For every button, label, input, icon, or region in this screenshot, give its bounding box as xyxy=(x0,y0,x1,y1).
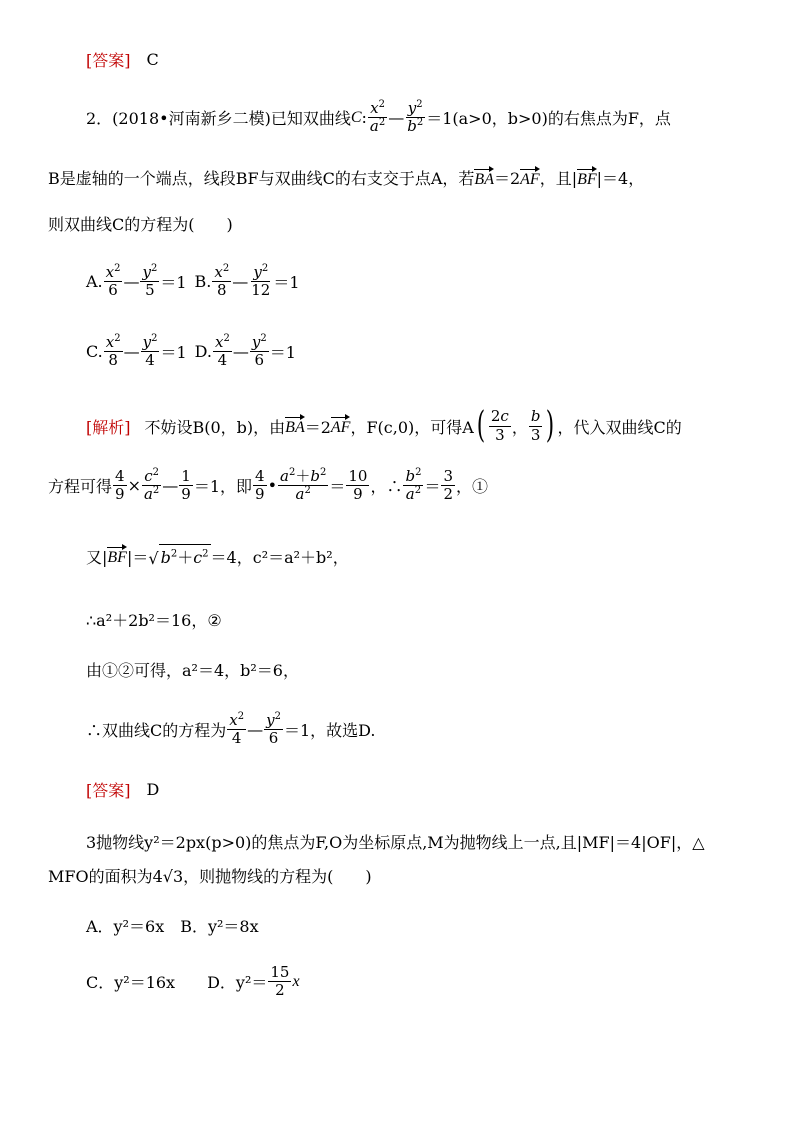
q2-line-3 xyxy=(48,212,233,235)
option-a-label: A. xyxy=(86,272,103,292)
equals-one: ＝1 xyxy=(269,343,296,363)
solution-text: 又| xyxy=(86,547,108,567)
vector-BA: BA xyxy=(474,167,494,189)
fraction: $\frac{4}{9}$ xyxy=(115,467,125,504)
fraction: $\frac{1}{9}$ xyxy=(181,467,191,504)
option-d-label: D. xyxy=(194,342,212,362)
fraction: $\frac{y^2}{5}$ xyxy=(142,263,158,300)
q2-options-ab: A. $\frac{x^2}{6}$ — $\frac{y^2}{5}$ ＝1 B. $\frac{x^2}{8}$ — $\frac{y^2}{12}$ ＝1 xyxy=(86,263,300,300)
solution-text-2: ＝1，即 xyxy=(193,477,253,497)
answer-tag: [答案] xyxy=(86,781,131,800)
answer-1 xyxy=(86,48,159,71)
vector-BF: BF xyxy=(577,167,597,189)
fraction: $\frac{x^2}{8}$ xyxy=(214,263,230,300)
option-b-label: B. xyxy=(194,272,212,292)
fraction: $\frac{y^2}{6}$ xyxy=(251,333,267,370)
vector-BF: BF xyxy=(107,545,127,567)
equals: ＝2 xyxy=(493,169,521,188)
option-c-label: C. xyxy=(86,342,103,362)
curve-name: C xyxy=(350,108,362,126)
fraction: $\frac{b^2}{a^2}$ xyxy=(405,467,422,504)
vector-AF: AF xyxy=(520,167,540,189)
answer-value: D xyxy=(146,780,160,799)
q3-text: 3抛物线y²＝2px(p>0)的焦点为F,O为坐标原点,M为抛物线上一点,且|MF|＝4|OF|，△ xyxy=(86,833,705,852)
solution-text: 方程可得 xyxy=(48,477,113,497)
solution-text-4: ，① xyxy=(456,477,489,497)
solution-tag: [解析] xyxy=(86,417,131,437)
solution-text-3: ＝4，c²＝a²＋b²， xyxy=(210,547,349,567)
solution-text-2: ，F(c,0)，可得A xyxy=(350,417,474,437)
solution-line-4 xyxy=(86,608,222,631)
q3-question: MFO的面积为4√3，则抛物线的方程为( ) xyxy=(48,867,372,886)
q3-options-cd-text: C．y²＝16x D．y²＝ xyxy=(86,973,268,993)
solution-text-2: ＝1，故选D. xyxy=(283,721,376,741)
answer-tag: [答案] xyxy=(86,51,131,70)
fraction: $\frac{y^2}{6}$ xyxy=(266,711,281,748)
fraction: $\frac{x^2}{8}$ xyxy=(105,333,121,370)
variable-x: x xyxy=(292,972,300,990)
fraction: $\frac{15}{2}$ xyxy=(270,963,290,1000)
q2-text: B是虚轴的一个端点，线段BF与双曲线C的右支交于点A，若 xyxy=(48,169,475,188)
colon: : xyxy=(361,108,367,128)
fraction: $\frac{b}{3}$ xyxy=(530,407,541,444)
solution-line-3 xyxy=(86,544,349,568)
vector-BA: BA xyxy=(285,415,305,437)
fraction: $\frac{y^2}{12}$ xyxy=(251,263,271,300)
solution-text-2: |＝ xyxy=(126,547,149,567)
vector-AF: AF xyxy=(331,415,351,437)
fraction: $\frac{y^2}{b^2}$ xyxy=(407,99,424,136)
solution-text: ∴a²＋2b²＝16，② xyxy=(86,611,222,630)
square-root: √ $b^2+c^2$ xyxy=(148,544,210,568)
solution-text-3: ，∴ xyxy=(370,477,403,497)
solution-text: 由①②可得，a²＝4，b²＝6， xyxy=(86,661,299,680)
q3-line-1 xyxy=(86,830,705,853)
solution-text-3: ，代入双曲线C的 xyxy=(557,417,682,437)
fraction: $\frac{x^2}{4}$ xyxy=(229,711,245,748)
fraction: $\frac{a^2+b^2}{a^2}$ xyxy=(280,467,327,504)
equals-one: ＝1 xyxy=(160,273,187,293)
equals-one: ＝1 xyxy=(160,343,187,363)
q3-line-2 xyxy=(48,864,372,887)
q2-options-cd: C. $\frac{x^2}{8}$ — $\frac{y^2}{4}$ ＝1 D. $\frac{x^2}{4}$ — $\frac{y^2}{6}$ ＝1 xyxy=(86,333,296,370)
q2-question: 则双曲线C的方程为( ) xyxy=(48,215,233,234)
q2-text-2: ，且| xyxy=(539,169,578,188)
equals-one: ＝1 xyxy=(273,273,300,293)
solution-line-1: [解析] 不妨设B(0，b)，由 BA ＝2 AF ，F(c,0)，可得A ( $\frac{2c}{3}$ ， $\frac{b}{3}$ ) ，代入双曲线C的 xyxy=(86,405,682,446)
q3-options-cd xyxy=(86,964,300,1000)
fraction: $\frac{2c}{3}$ xyxy=(490,407,509,444)
fraction: $\frac{x^2}{4}$ xyxy=(215,333,230,370)
q2-text-3: |＝4， xyxy=(596,169,645,188)
q2-condition: ＝1(a>0，b>0)的右焦点为F，点 xyxy=(426,109,671,129)
fraction: $\frac{10}{9}$ xyxy=(348,467,368,504)
fraction: $\frac{3}{2}$ xyxy=(443,467,454,504)
solution-text: ∴双曲线C的方程为 xyxy=(86,721,227,741)
solution-line-6: ∴双曲线C的方程为 $\frac{x^2}{4}$ — $\frac{y^2}{6}$ ＝1，故选D. xyxy=(86,711,376,748)
fraction: $\frac{4}{9}$ xyxy=(255,467,265,504)
q3-options-ab-text: A．y²＝6x B．y²＝8x xyxy=(86,917,259,936)
fraction: $\frac{y^2}{4}$ xyxy=(142,333,158,370)
q2-line-1: 2．(2018•河南新乡二模)已知双曲线 C : $\frac{x^2}{a^2}$ — $\frac{y^2}{b^2}$ ＝1(a>0，b>0)的右焦点为F，点 xyxy=(86,99,671,136)
q2-intro: 2．(2018•河南新乡二模)已知双曲线 xyxy=(86,109,351,129)
answer-value: C xyxy=(146,50,159,69)
fraction: $\frac{x^2}{a^2}$ xyxy=(369,99,386,136)
solution-line-5 xyxy=(86,658,299,681)
fraction: $\frac{c^2}{a^2}$ xyxy=(143,467,160,504)
q3-options-ab xyxy=(86,914,259,937)
solution-line-2: 方程可得 $\frac{4}{9}$ × $\frac{c^2}{a^2}$ — $\frac{1}{9}$ ＝1，即 $\frac{4}{9}$ • $\frac{a^2+b^2}{a^2}$ ＝ $\frac{10}{9}$ ，∴ $\frac{b^2}{a^2}$ ＝ $\frac{3}{2}$ ，① xyxy=(48,467,489,504)
solution-text: 不妨设B(0，b)，由 xyxy=(144,417,286,437)
q2-line-2 xyxy=(48,166,644,189)
answer-2 xyxy=(86,778,159,801)
fraction: $\frac{x^2}{6}$ xyxy=(105,263,121,300)
